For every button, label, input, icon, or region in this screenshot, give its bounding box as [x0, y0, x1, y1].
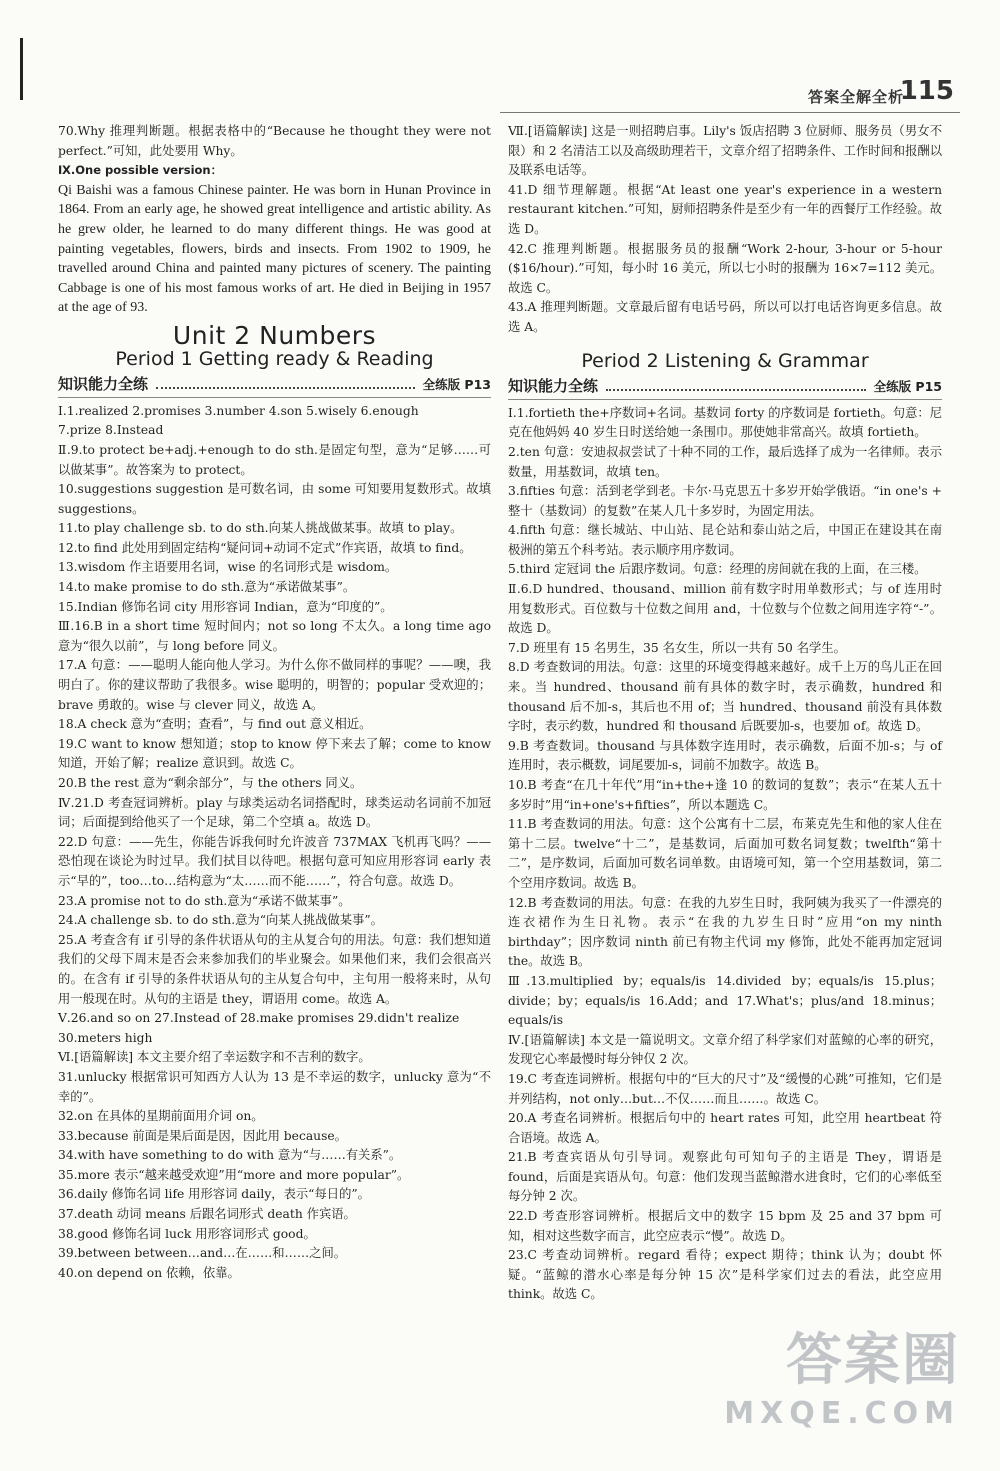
- answer-line: 43.A 推理判断题。文章最后留有电话号码，所以可以打电话咨询更多信息。故选 A。: [508, 300, 942, 334]
- answer-line: Ⅲ.16.B in a short time 短时间内；not so long 不太久。a long time ago 意为“很久以前”，与 long before 同义。: [58, 619, 491, 653]
- answer-line: 9.B 考查数词。thousand 与具体数字连用时，表示确数，后面不加-s；与 of 连用时，表示概数，词尾要加-s，词前不加数字。故选 B。: [508, 738, 942, 773]
- unit-title: Unit 2 Numbers: [172, 320, 377, 350]
- answer-line: 17.A 句意：——聪明人能向他人学习。为什么你不做同样的事呢？——噢，我明白了。你的建议帮助了我很多。wise 聪明的，明智的；popular 受欢迎的；brave 勇敢的。wise 与 clever 同义，故选 A。: [58, 658, 491, 712]
- header-rule: [500, 112, 960, 113]
- answer-line: 8.D 考查数词的用法。句意：这里的环境变得越来越好。成千上万的鸟儿正在回来。当 hundred、thousand 前有具体的数字时，表示确数，hundred 和 thousand 后不加-s，其后也不用 of；当 hundred、thousand 前没有具体数字时，表示约数，hundred 和 thousand 后既要加-s，也要加 of。故选 D。: [508, 660, 942, 734]
- answer-line: 12.B 考查数词的用法。句意：在我的九岁生日时，我阿姨为我买了一件漂亮的连衣裙作为生日礼物。表示“在我的九岁生日时”应用“on my ninth birthday”；因序数词 ninth 前已有物主代词 my 修饰，此处不能再加定冠词 the。故选 B。: [508, 895, 942, 969]
- answer-line: 40.on depend on 依赖，依靠。: [58, 1265, 240, 1280]
- answer-line: 37.death 动词 means 后跟名词形式 death 作宾语。: [58, 1207, 356, 1222]
- answer-line: 34.with have something to do with 意为“与……有关系”。: [58, 1148, 402, 1163]
- answer-line: 13.wisdom 作主语要用名词，wise 的名词形式是 wisdom。: [58, 560, 398, 575]
- answer-line: 35.more 表示“越来越受欢迎”用“more and more popular”。: [58, 1167, 410, 1182]
- answer-line: 11.B 考查数词的用法。句意：这个公寓有十二层，布莱克先生和他的家人住在第十二层。twelve“十二”，是基数词，后面加可数名词复数；twelfth“第十二”，是序数词，后面加可数名词单数。由语境可知，第一个空用基数词，第二个空用序数词。故选 B。: [508, 817, 942, 890]
- page-edge-mark: [20, 38, 23, 100]
- watermark-url: MXQE.COM: [724, 1396, 960, 1431]
- answer-line: 2.ten 句意：安迪叔叔尝试了十种不同的工作，最后选择了成为一名律师。表示数量，用基数词，故填 ten。: [508, 444, 942, 479]
- answer-line: Ⅱ.6.D hundred、thousand、million 前有数字时用单数形式；与 of 连用时用复数形式。百位数与十位数之间用 and，十位数与个位数之间用连字符“-”。故选 D。: [508, 582, 942, 636]
- period-title: Period 1 Getting ready & Reading: [115, 347, 434, 370]
- section-label: 知识能力全练: [58, 375, 149, 394]
- answer-line: 14.to make promise to do sth.意为“承诺做某事”。: [58, 580, 356, 595]
- answer-line: 18.A check 意为“查明；查看”，与 find out 意义相近。: [58, 717, 372, 732]
- answer-line: 70.Why 推理判断题。根据表格中的“Because he thought they were not perfect.”可知，此处要用 Why。: [58, 124, 491, 158]
- left-column: [58, 122, 491, 1283]
- answer-line: 4.fifth 句意：继长城站、中山站、昆仑站和泰山站之后，中国正在建设其在南极洲的第五个科考站。表示顺序用序数词。: [508, 523, 942, 557]
- answer-line: Ⅴ.26.and so on 27.Instead of 28.make promises 29.didn't realize: [58, 1011, 460, 1026]
- essay-heading: Ⅸ.One possible version：: [58, 163, 223, 178]
- answer-line: 3.fifties 句意：活到老学到老。卡尔·马克思五十多岁开始学俄语。“in one's + 整十（基数词）的复数”在某人几十多岁时，为固定用法。: [508, 484, 942, 518]
- answer-line: 32.on 在具体的星期前面用介词 on。: [58, 1109, 264, 1124]
- period-title-2: Period 2 Listening & Grammar: [581, 349, 869, 372]
- answer-line: Ⅶ.[语篇解读] 这是一则招聘启事。Lily's 饭店招聘 3 位厨师、服务员（男女不限）和 2 名清洁工以及高级助理若干，文章介绍了招聘条件、工作时间和报酬以及联系电话等。: [508, 124, 942, 178]
- answer-line: 19.C want to know 想知道；stop to know 停下来去了解；come to know 知道，开始了解；realize 意识到。故选 C。: [58, 736, 491, 771]
- answer-line: 10.suggestions suggestion 是可数名词，由 some 可知要用复数形式。故填 suggestions。: [58, 482, 491, 516]
- answer-line: 23.C 考查动词辨析。regard 看待；expect 期待；think 认为；doubt 怀疑。“蓝鲸的潜水心率是每分钟 15 次”是科学家们过去的看法，此空应用 think。故选 C。: [508, 1248, 942, 1302]
- answer-list-top: [508, 122, 942, 338]
- answer-line: 7.D 班里有 15 名男生，35 名女生，所以一共有 50 名学生。: [508, 640, 846, 655]
- answer-line: 19.C 考查连词辨析。根据句中的“巨大的尺寸”及“缓慢的心跳”可推知，它们是并列结构，not only…but…不仅……而且……。故选 C。: [508, 1071, 942, 1106]
- answer-line: 41.D 细节理解题。根据“At least one year's experience in a western restaurant kitchen.”可知，厨师招聘条件是至少有一年的西餐厅工作经验。故选 D。: [508, 182, 942, 236]
- right-column: [508, 122, 942, 1305]
- answer-line: 23.A promise not to do sth.意为“承诺不做某事”。: [58, 893, 351, 908]
- section-version: 全练版 P13: [422, 377, 491, 393]
- answer-line: 5.third 定冠词 the 后跟序数词。句意：经理的房间就在我的上面，在三楼。: [508, 562, 927, 577]
- page-number: 115: [899, 76, 954, 106]
- site-watermark: [724, 1316, 960, 1431]
- section-bar-2: [508, 377, 942, 400]
- watermark-logo-text: 答案圈: [786, 1328, 960, 1393]
- answer-list: [58, 402, 491, 1284]
- section-version-2: 全练版 P15: [873, 379, 942, 395]
- answer-line: 22.D 句意：——先生，你能告诉我何时允许波音 737MAX 飞机再飞吗？——恐怕现在谈论为时过早。我们拭目以待吧。根据句意可知应用形容词 early 表示“早的”，too…to…结构意为“太……而不能……”，符合句意。故选 D。: [58, 834, 491, 888]
- section-bar: [58, 375, 491, 398]
- answer-line: 42.C 推理判断题。根据服务员的报酬“Work 2-hour, 3-hour or 5-hour ($16/hour).”可知，每小时 16 美元，所以七小时的报酬为 16×7=112 美元。故选 C。: [508, 241, 942, 295]
- section-label-2: 知识能力全练: [508, 377, 599, 396]
- answer-line: 31.unlucky 根据常识可知西方人认为 13 是不幸运的数字，unlucky 意为“不幸的”。: [58, 1069, 491, 1104]
- answer-line: 12.to find 此处用到固定结构“疑问词+动词不定式”作宾语，故填 to find。: [58, 540, 472, 555]
- leader-dots: [156, 387, 415, 389]
- answer-line: 38.good 修饰名词 luck 用形容词形式 good。: [58, 1226, 316, 1241]
- answer-line: Ⅰ.1.fortieth the+序数词+名词。基数词 forty 的序数词是 fortieth。句意：尼克在他妈妈 40 岁生日时送给她一条围巾。那使她非常高兴。故填 fortieth。: [508, 405, 942, 440]
- answer-line: 33.because 前面是果后面是因，因此用 because。: [58, 1128, 347, 1143]
- answer-line: Ⅰ.1.realized 2.promises 3.number 4.son 5.wisely 6.enough: [58, 403, 419, 418]
- answer-line: Ⅵ.[语篇解读] 本文主要介绍了幸运数字和不吉利的数字。: [58, 1050, 371, 1065]
- answer-line: 24.A challenge sb. to do sth.意为“向某人挑战做某事”。: [58, 913, 383, 928]
- header-title: 答案全解全析: [807, 88, 904, 106]
- answer-line: 10.B 考查“在几十年代”用“in+the+逢 10 的数词的复数”；表示“在某人五十多岁时”用“in+one's+fifties”，所以本题选 C。: [508, 778, 942, 812]
- answer-line: 7.prize 8.Instead: [58, 423, 164, 438]
- answer-line: Ⅳ.[语篇解读] 本文是一篇说明文。文章介绍了科学家们对蓝鲸的心率的研究，发现它心率最慢时每分钟仅 2 次。: [508, 1032, 942, 1067]
- answer-line: 30.meters high: [58, 1030, 153, 1045]
- answer-line: 25.A 考查含有 if 引导的条件状语从句的主从复合句的用法。句意：我们想知道我们的父母下周末是否会来参加我们的毕业聚会。如果他们来，我们会很高兴的。在含有 if 引导的条件状语从句的主从复合句中，主句用一般将来时，从句用一般现在时。从句的主语是 they，谓语用 come。故选 A。: [58, 932, 491, 1006]
- leader-dots-2: [606, 389, 866, 391]
- answer-line: Ⅲ.13.multiplied by；equals/is 14.divided by；equals/is 15.plus；divide；by；equals/is 16.Add；and 17.What's；plus/and 18.minus；equals/is: [508, 973, 942, 1028]
- answer-line: 36.daily 修饰名词 life 用形容词 daily，表示“每日的”。: [58, 1187, 370, 1202]
- answer-line: 15.Indian 修饰名词 city 用形容词 Indian，意为“印度的”。: [58, 599, 393, 614]
- answer-line: 11.to play challenge sb. to do sth.向某人挑战做某事。故填 to play。: [58, 521, 463, 536]
- answer-list-2: [508, 404, 942, 1305]
- answer-line: 39.between between…and…在……和……之间。: [58, 1246, 347, 1261]
- answer-line: 20.A 考查名词辨析。根据后句中的 heart rates 可知，此空用 heartbeat 符合语境。故选 A。: [508, 1111, 942, 1145]
- answer-line: Ⅳ.21.D 考查冠词辨析。play 与球类运动名词搭配时，球类运动名词前不加冠词；后面提到给他买了一个足球，第二个空填 a。故选 D。: [58, 795, 491, 830]
- sample-essay: Qi Baishi was a famous Chinese painter. He was born in Hunan Province in 1864. From an early age, he showed great intelligence and artistic ability. As he grew older, he learned to do many different things. He was good at painting vegetables, flowers, birds and insects. From 1902 to 1909, he travelled around China and painted many pictures of scenery. The painting Cabbage is one of his most famous works of art. He died in Beijing in 1957 at the age of 93.: [58, 182, 491, 316]
- answer-line: 20.B the rest 意为“剩余部分”，与 the others 同义。: [58, 776, 363, 790]
- answer-line: 21.B 考查宾语从句引导词。观察此句可知句子的主语是 They，谓语是 found，后面是宾语从句。句意：他们发现当蓝鲸潜水进食时，它们的心率低至每分钟 2 次。: [508, 1150, 942, 1204]
- answer-line: Ⅱ.9.to protect be+adj.+enough to do sth.是固定句型，意为“足够……可以做某事”。故答案为 to protect。: [58, 442, 491, 477]
- answer-line: 22.D 考查形容词辨析。根据后文中的数字 15 bpm 及 25 and 37 bpm 可知，相对这些数字而言，此空应表示“慢”。故选 D。: [508, 1209, 942, 1243]
